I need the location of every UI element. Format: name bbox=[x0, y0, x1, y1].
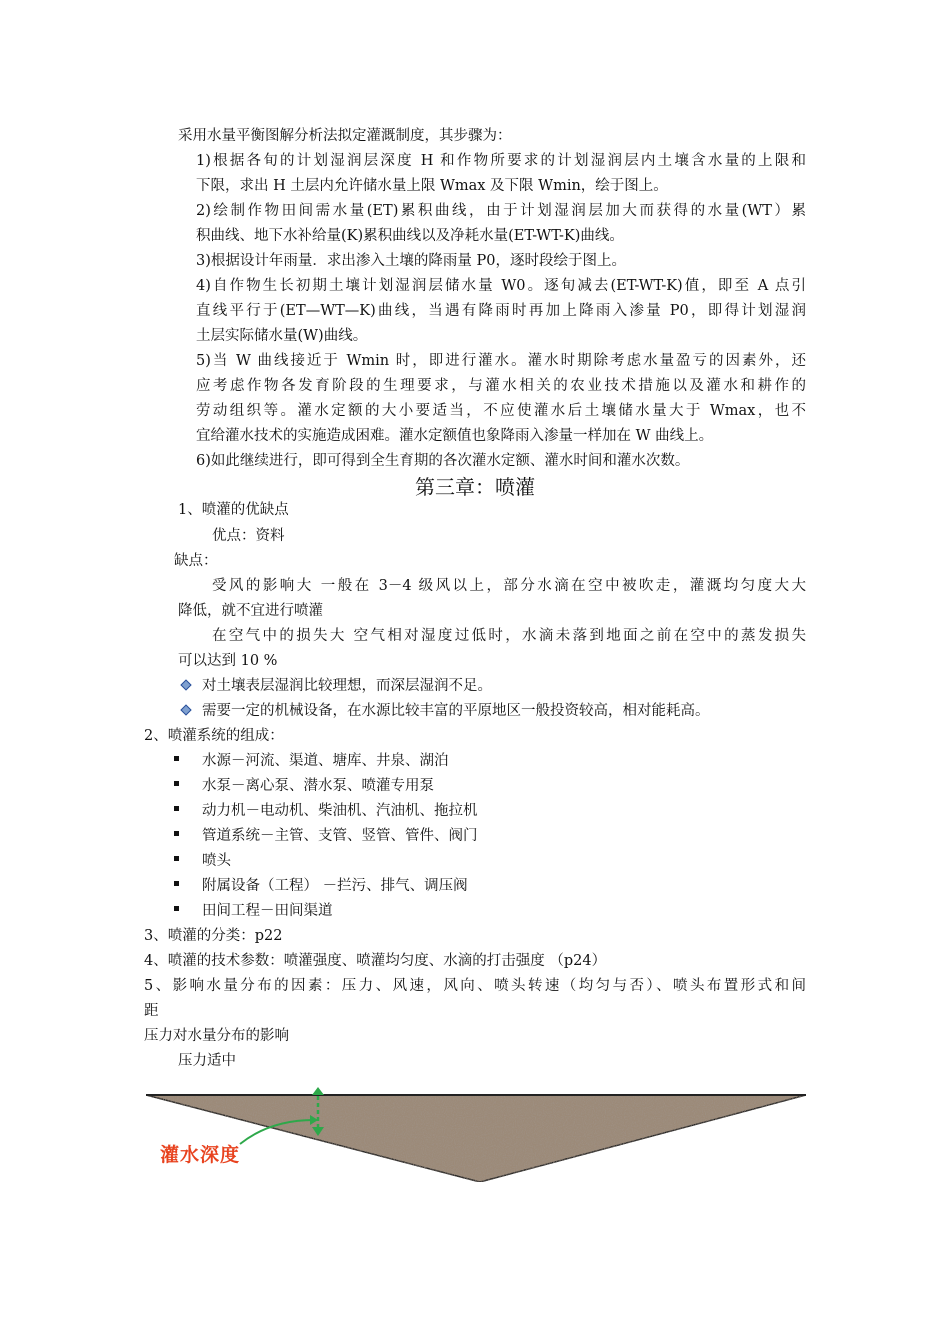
square-bullet-icon bbox=[174, 781, 179, 786]
sec2-item-6: 附属设备（工程） －拦污、排气、调压阀 bbox=[202, 878, 468, 894]
sec1-cons-label: 缺点： bbox=[174, 553, 218, 569]
step-1-line-1: 1)根据各旬的计划湿润层深度 H 和作物所要求的计划湿润层内土壤含水量的上限和 bbox=[196, 153, 806, 169]
sec1-bullet-2: 需要一定的机械设备，在水源比较丰富的平原地区一般投资较高，相对能耗高。 bbox=[202, 703, 710, 719]
step-1-line-2: 下限，求出 H 土层内允许储水量上限 Wmax 及下限 Wmin，绘于图上。 bbox=[196, 178, 668, 194]
step-5-line-3: 劳动组织等。灌水定额的大小要适当，不应使灌水后土壤储水量大于 Wmax，也不 bbox=[196, 403, 806, 419]
square-bullet-icon bbox=[174, 756, 179, 761]
step-3-line-1: 3)根据设计年雨量．求出渗入土壤的降雨量 P0，逐时段绘于图上。 bbox=[196, 253, 626, 269]
sec2-item-1: 水源－河流、渠道、塘库、井泉、湖泊 bbox=[202, 753, 449, 769]
sec2-item-5: 喷头 bbox=[202, 853, 231, 869]
sec5-line-2: 距 bbox=[144, 1003, 159, 1019]
sec1-pros: 优点：资料 bbox=[212, 528, 285, 544]
water-distribution-diagram bbox=[140, 1082, 810, 1186]
step-4-line-2: 直线平行于(ET—WT—K)曲线，当遇有降雨时再加上降雨入渗量 P0，即得计划湿润 bbox=[196, 303, 806, 319]
pressure-sub: 压力适中 bbox=[178, 1053, 236, 1069]
step-6-line-1: 6)如此继续进行，即可得到全生育期的各次灌水定额、灌水时间和灌水次数。 bbox=[196, 453, 690, 469]
step-2-line-2: 积曲线、地下水补给量(K)累积曲线以及净耗水量(ET-WT-K)曲线。 bbox=[196, 228, 624, 244]
step-5-line-1: 5)当 W 曲线接近于 Wmin 时，即进行灌水。灌水时期除考虑水量盈亏的因素外，还 bbox=[196, 353, 806, 369]
chapter-title: 第三章：喷灌 bbox=[415, 475, 535, 499]
square-bullet-icon bbox=[174, 806, 179, 811]
sec2-item-2: 水泵－离心泵、潜水泵、喷灌专用泵 bbox=[202, 778, 434, 794]
sec1-con2-line-2: 可以达到 10 % bbox=[178, 653, 278, 669]
diamond-bullet-icon bbox=[180, 679, 191, 690]
sec3-line: 3、喷灌的分类：p22 bbox=[144, 928, 283, 944]
sec1-bullet-1: 对土壤表层湿润比较理想，而深层湿润不足。 bbox=[202, 678, 492, 694]
sec2-item-7: 田间工程－田间渠道 bbox=[202, 903, 333, 919]
sec5-line-1: 5、影响水量分布的因素：压力、风速，风向、喷头转速（均匀与否）、喷头布置形式和间 bbox=[144, 978, 806, 994]
sec2-heading: 2、喷灌系统的组成： bbox=[144, 728, 284, 744]
arrow-up-icon bbox=[312, 1087, 324, 1095]
sec2-item-4: 管道系统－主管、支管、竖管、管件、阀门 bbox=[202, 828, 478, 844]
irrigation-depth-label: 灌水深度 bbox=[160, 1144, 241, 1166]
intro-text: 采用水量平衡图解分析法拟定灌溉制度，其步骤为： bbox=[178, 128, 512, 144]
step-4-line-3: 土层实际储水量(W)曲线。 bbox=[196, 328, 368, 344]
sec4-line: 4、喷灌的技术参数：喷灌强度、喷灌均匀度、水滴的打击强度 （p24） bbox=[144, 953, 607, 969]
square-bullet-icon bbox=[174, 906, 179, 911]
soil-wedge bbox=[146, 1095, 806, 1182]
square-bullet-icon bbox=[174, 856, 179, 861]
sec1-con1-line-1: 受风的影响大 一般在 3－4 级风以上，部分水滴在空中被吹走，灌溉均匀度大大 bbox=[212, 578, 806, 594]
sec1-con1-line-2: 降低，就不宜进行喷灌 bbox=[178, 603, 323, 619]
square-bullet-icon bbox=[174, 881, 179, 886]
diamond-bullet-icon bbox=[180, 704, 191, 715]
sec2-item-3: 动力机－电动机、柴油机、汽油机、拖拉机 bbox=[202, 803, 478, 819]
step-4-line-1: 4)自作物生长初期土壤计划湿润层储水量 W0。逐旬减去(ET-WT-K)值，即至 A 点引 bbox=[196, 278, 806, 294]
step-2-line-1: 2)绘制作物田间需水量(ET)累积曲线，由于计划湿润层加大而获得的水量(WT）累 bbox=[196, 203, 806, 219]
step-5-line-2: 应考虑作物各发育阶段的生理要求，与灌水相关的农业技术措施以及灌水和耕作的 bbox=[196, 378, 806, 394]
square-bullet-icon bbox=[174, 831, 179, 836]
step-5-line-4: 宜给灌水技术的实施造成困难。灌水定额值也象降雨入渗量一样加在 W 曲线上。 bbox=[196, 428, 714, 444]
sec1-con2-line-1: 在空气中的损失大 空气相对湿度过低时，水滴未落到地面之前在空中的蒸发损失 bbox=[212, 628, 806, 644]
pressure-heading: 压力对水量分布的影响 bbox=[144, 1028, 289, 1044]
sec1-heading: 1、喷灌的优缺点 bbox=[178, 502, 289, 518]
